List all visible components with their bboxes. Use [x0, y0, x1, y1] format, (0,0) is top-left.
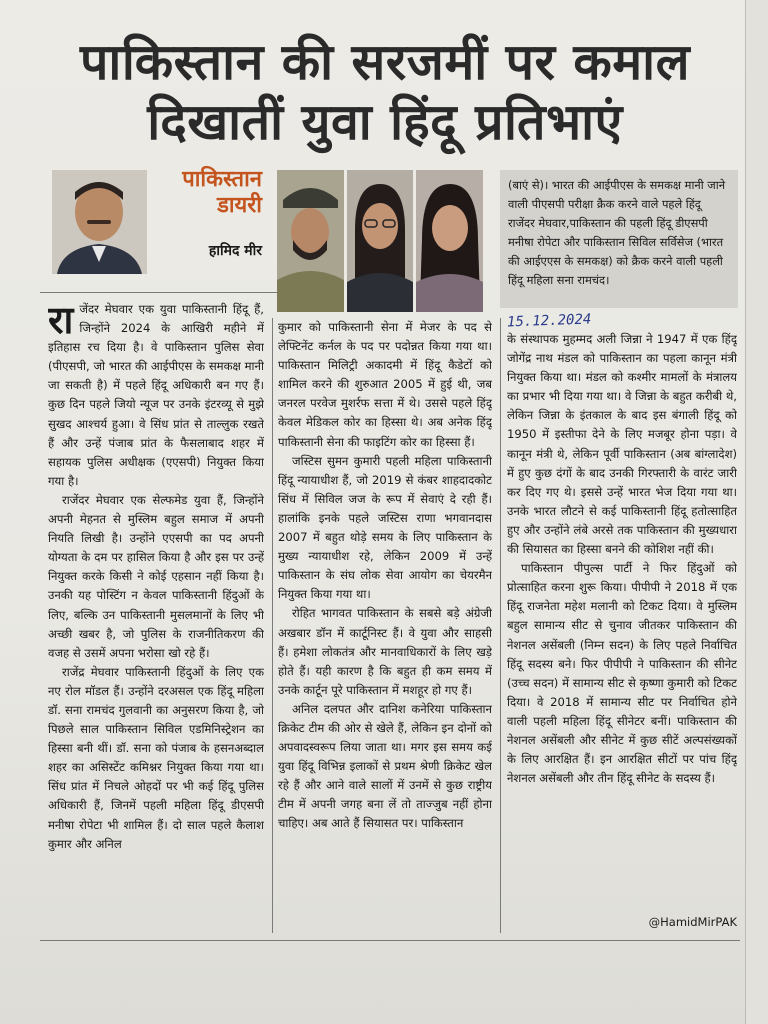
adjacent-page-edge — [745, 0, 768, 1024]
bottom-rule — [40, 940, 740, 941]
column-divider-2 — [500, 318, 501, 933]
column-divider-1 — [272, 318, 273, 933]
handwritten-date: 15.12.2024 — [506, 311, 592, 331]
author-photo — [52, 170, 147, 274]
column-1-paragraph-2: राजेंदर मेघवार एक सेल्फमेड युवा हैं, जिन्होंने अपनी मेहनत से मुस्लिम बहुल समाज में अपनी नियति लिखी है। उन्होंने एएसपी का पद अपनी योग्यता के दम पर हासिल किया है और इस पर उन्हें नियुक्त करके किसी ने कोई एहसान नहीं किया है। उनकी यह पोस्टिंग न केवल पाकिस्तानी हिंदुओं के लिए, बल्कि उन पाकिस्तानी मुसलमानों के लिए भी अच्छी खबर है, जो पुलिस के राजनीतिकरण की वजह से उसमें अपना भरोसा खो रहे हैं। — [48, 492, 264, 660]
column-2-paragraph-3: रोहित भागवत पाकिस्तान के सबसे बड़े अंग्रेजी अखबार डॉन में कार्टूनिस्ट हैं। वे युवा और साहसी हैं। हमेशा लोकतंत्र और मानवाधिकारों के लिए खड़े होते हैं। यही कारण है कि बहुत ही कम समय में उनके कार्टून पूरे पाकिस्तान में मशहूर हो गए हैं। — [278, 606, 492, 697]
column-1-paragraph-3: राजेंद्र मेघवार पाकिस्तानी हिंदुओं के लिए एक नए रोल मॉडल हैं। उन्होंने दरअसल एक हिंदू महिला डॉ. सना रामचंद गुलवानी का अनुसरण किया है, जो पिछले साल पाकिस्तान सिविल एडमिनिस्ट्रेशन का हिस्सा बनी थीं। डॉ. सना को पंजाब के हसनअब्दाल शहर का असिस्टेंट कमिश्नर नियुक्त किया गया था। सिंध प्रांत में निचले ओहदों पर भी कई हिंदू पुलिस अधिकारी हैं, जिनमें पहली महिला हिंदू डीएसपी मनीषा रोपेटा भी शामिल हैं। दो साल पहले कैलाश कुमार और अनिल — [48, 664, 264, 851]
text-column-1 — [48, 300, 264, 935]
column-title — [152, 167, 262, 219]
photo-caption: (बाएं से)। भारत की आईपीएस के समकक्ष मानी जाने वाली पीएसपी परीक्षा क्रैक करने वाले पहले हिंदू राजेंदर मेघवार,पाकिस्तान की पहली हिंदू डीएसपी मनीषा रोपेटा और पाकिस्तान सिविल सर्विसेज (भारत की आईएएस के समकक्ष) को क्रैक करने वाली पहली हिंदू महिला सना रामचंद। — [500, 170, 738, 308]
column-header — [52, 165, 262, 275]
headline-line-1: पाकिस्तान की सरजमीं पर कमाल — [79, 33, 691, 91]
headline-line-2: दिखातीं युवा हिंदू प्रतिभाएं — [147, 93, 623, 151]
column-3-paragraph-1: के संस्थापक मुहम्मद अली जिन्ना ने 1947 में एक हिंदू जोगेंद्र नाथ मंडल को पाकिस्तान का पहला कानून मंत्री नियुक्त किया था। मंडल को कश्मीर मामलों के मंत्रालय का प्रभार भी दिया गया था। वे जिन्ना के बहुत करीबी थे, लेकिन जिन्ना के इंतकाल के बाद इस बंगाली हिंदू को 1950 में इस्तीफा देने के लिए मजबूर होना पड़ा। वे कानून मंत्री थे, लेकिन पूर्वी पाकिस्तान (अब बांग्लादेश) में हुए कुछ दंगों के बाद उनकी गिरफ्तारी के वारंट जारी कर दिए गए थे। इससे उन्हें भारत भेज दिया गया था। उनके भारत लौटने से कई पाकिस्तानी हिंदू हतोत्साहित हुए और उन्होंने लंबे अरसे तक पाकिस्तान की मुख्यधारा की सियासत का हिस्सा बनने की कोशिश नहीं की। — [507, 332, 737, 557]
text-column-3 — [507, 330, 737, 910]
column-3-paragraph-2: पाकिस्तान पीपुल्स पार्टी ने फिर हिंदुओं को प्रोत्साहित करना शुरू किया। पीपीपी ने 2018 में एक हिंदू राजनेता महेश मलानी को टिकट दिया। वे मुस्लिम बहुल सामान्य सीट से चुनाव जीतकर पाकिस्तान की नेशनल असेंबली (निम्न सदन) के लिए पहले निर्वाचित हिंदू सदस्य बने। फिर पीपीपी ने पाकिस्तान की सीनेट (उच्च सदन) में सामान्य सीट से कृष्णा कुमारी को टिकट दिया। वे 2018 में सामान्य सीट पर निर्वाचित होने वाली पहली महिला हिंदू सीनेटर बनीं। पाकिस्तान की नेशनल असेंबली और सीनेट में कुछ सीटें अल्पसंख्यकों के लिए आरक्षित हैं। इन आरक्षित सीटों पर पांच हिंदू नेशनल असेंबली और तीन हिंदू सीनेट के सदस्य हैं। — [507, 561, 737, 786]
header-divider — [40, 292, 277, 293]
author-name: हामिद मीर — [208, 243, 262, 259]
column-2-paragraph-2: जस्टिस सुमन कुमारी पहली महिला पाकिस्तानी हिंदू न्यायाधीश हैं, जो 2019 से कंबर शाहदादकोट सिंध में सिविल जज के रूप में सेवाएं दे रही हैं। हालांकि इनके पहले जस्टिस राणा भगवानदास 2007 में बहुत थोड़े समय के लिए पाकिस्तान के मुख्य न्यायाधीश रहे, लेकिन 2009 में उन्हें पाकिस्तान के संघ लोक सेवा आयोग का चेयरमैन नियुक्त किया गया था। — [278, 453, 492, 602]
photo-sana-ramchand — [416, 170, 483, 312]
column-1-paragraph-1: जेंदर मेघवार एक युवा पाकिस्तानी हिंदू हैं, जिन्होंने 2024 के आखिरी महीने में इतिहास रच दिया है। वे पाकिस्तान पुलिस सेवा (पीएसपी, जो भारत की आईपीएस के समकक्ष मानी जा सकती है) में पहले हिंदू अधिकारी बन गए हैं। कुछ दिन पहले जियो न्यूज पर उनके इंटरव्यू से मुझे सुखद आश्चर्य हुआ। वे सिंध प्रांत से ताल्लुक रखते हैं और उन्हें पंजाब प्रांत के फैसलाबाद शहर में सहायक पुलिस अधीक्षक (एएसपी) नियुक्त किया गया है। — [48, 302, 264, 488]
column-title-line-2: डायरी — [217, 193, 262, 218]
photo-rajender-meghwar — [277, 170, 344, 312]
dropcap: रा — [48, 300, 74, 342]
photo-strip — [277, 170, 483, 312]
column-2-paragraph-4: अनिल दलपत और दानिश कनेरिया पाकिस्तान क्रिकेट टीम की ओर से खेले हैं, लेकिन इन दोनों को अपवादस्वरूप लिया जाता था। मगर इस समय कई युवा हिंदू विभिन्न इलाकों से प्रथम श्रेणी क्रिकेट खेल रहे हैं और आने वाले सालों में उनमें से कुछ राष्ट्रीय टीम में अपनी जगह बना लें तो ताज्जुब नहीं होना चाहिए। अब आते हैं सियासत पर। पाकिस्तान — [278, 701, 492, 831]
column-2-paragraph-1: कुमार को पाकिस्तानी सेना में मेजर के पद से लेफ्टिनेंट कर्नल के पद पर पदोन्नत किया गया था। पाकिस्तान मिलिट्री अकादमी में हिंदू कैडेटों को शामिल करने की शुरुआत 2005 में हुई थी, जब जनरल परवेज मुशर्रफ सत्ता में थे। उससे पहले हिंदू केवल मेडिकल कोर का हिस्सा थे। अब अनेक हिंदू पाकिस्तानी सेना की फाइटिंग कोर का हिस्सा हैं। — [278, 320, 492, 449]
column-title-line-1: पाकिस्तान — [182, 167, 262, 192]
headline — [40, 32, 730, 152]
author-handle: @HamidMirPAK — [648, 915, 737, 929]
text-column-2 — [278, 318, 492, 935]
photo-manisha-ropeta — [347, 170, 414, 312]
